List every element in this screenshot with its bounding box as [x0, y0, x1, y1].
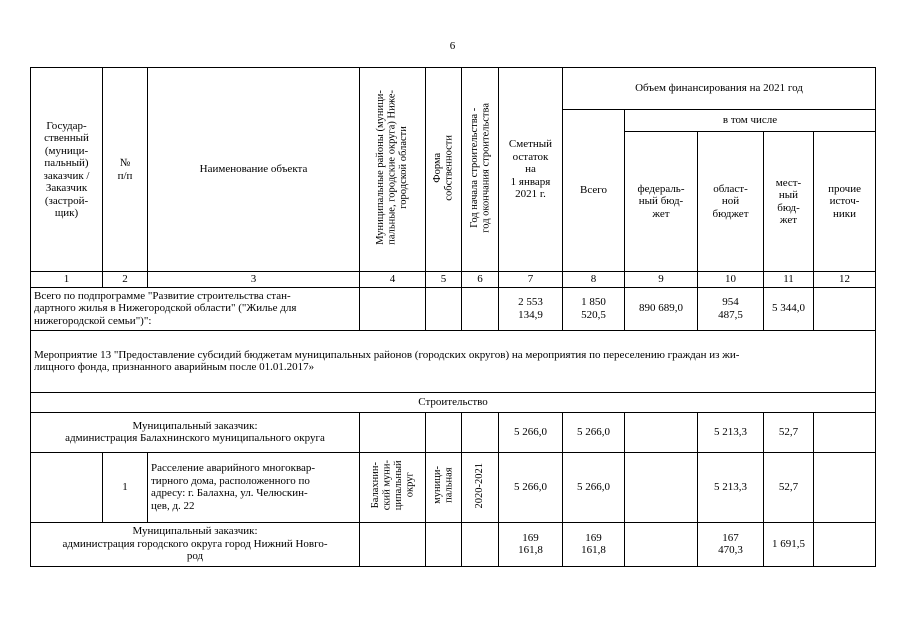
measure-title: Мероприятие 13 "Предоставление субсидий бюджетам муниципальных районов (городских округов) на мероприятия по переселению граждан из жи- лищного фонда, признанного аварийным после 01.01.2017»	[31, 330, 876, 392]
subprogram-district	[360, 287, 426, 330]
header-ownership	[426, 68, 462, 272]
customer-1-row	[31, 412, 876, 452]
col-num-12: 12	[814, 272, 876, 288]
col-num-11: 11	[764, 272, 814, 288]
customer-1-years	[462, 412, 499, 452]
header-districts-text: Муниципальные районы (муници- пальные, городские округа) Ниже- городской области	[375, 90, 410, 246]
customer-2-label: Муниципальный заказчик: администрация городского округа город Нижний Новго- род	[31, 522, 360, 566]
header-ownership-text: Форма собственности	[432, 134, 455, 201]
object-1-years-text: 2020-2021	[474, 462, 486, 508]
customer-2-district	[360, 522, 426, 566]
customer-1-label: Муниципальный заказчик: администрация Балахнинского муниципального округа	[31, 412, 360, 452]
header-row-1	[31, 68, 876, 110]
customer-1-regional: 5 213,3	[698, 412, 764, 452]
customer-2-row	[31, 522, 876, 566]
header-object-name: Наименование объекта	[148, 68, 360, 272]
col-num-10: 10	[698, 272, 764, 288]
header-customer: Государ- ственный (муници- пальный) заказчик / Заказчик (застрой- щик)	[31, 68, 103, 272]
object-1-other	[814, 452, 876, 522]
object-1-years	[462, 452, 499, 522]
object-1-regional: 5 213,3	[698, 452, 764, 522]
customer-2-local: 1 691,5	[764, 522, 814, 566]
subprogram-years	[462, 287, 499, 330]
header-total: Всего	[563, 110, 625, 272]
col-num-8: 8	[563, 272, 625, 288]
customer-1-local: 52,7	[764, 412, 814, 452]
subprogram-total-row	[31, 287, 876, 330]
object-1-total: 5 266,0	[563, 452, 625, 522]
customer-2-regional: 167 470,3	[698, 522, 764, 566]
object-1-row	[31, 452, 876, 522]
customer-1-other	[814, 412, 876, 452]
measure-row	[31, 330, 876, 392]
object-1-num: 1	[103, 452, 148, 522]
header-including: в том числе	[625, 110, 876, 132]
header-estimate: Сметный остаток на 1 января 2021 г.	[499, 68, 563, 272]
header-years-text: Год начала строительства - год окончания строительства	[468, 102, 491, 233]
header-num: № п/п	[103, 68, 148, 272]
col-num-2: 2	[103, 272, 148, 288]
customer-2-other	[814, 522, 876, 566]
customer-2-years	[462, 522, 499, 566]
col-num-3: 3	[148, 272, 360, 288]
object-1-ownership-text: муници- пальная	[432, 466, 455, 505]
object-1-federal	[625, 452, 698, 522]
header-federal: федераль- ный бюд- жет	[625, 132, 698, 272]
header-funding: Объем финансирования на 2021 год	[563, 68, 876, 110]
customer-1-estimate: 5 266,0	[499, 412, 563, 452]
object-1-local: 52,7	[764, 452, 814, 522]
subprogram-ownership	[426, 287, 462, 330]
header-local: мест- ный бюд- жет	[764, 132, 814, 272]
col-num-7: 7	[499, 272, 563, 288]
section-title: Строительство	[31, 392, 876, 412]
customer-1-district	[360, 412, 426, 452]
customer-2-federal	[625, 522, 698, 566]
object-1-district-text: Балахнин- ский муни- ципальный округ	[369, 460, 415, 511]
header-other: прочие источ- ники	[814, 132, 876, 272]
customer-2-total: 169 161,8	[563, 522, 625, 566]
subprogram-regional: 954 487,5	[698, 287, 764, 330]
subprogram-total-label: Всего по подпрограмме "Развитие строительства стан- дартного жилья в Нижегородской области" ("Жилье для нижегородской семьи")":	[31, 287, 360, 330]
object-1-customer	[31, 452, 103, 522]
col-num-4: 4	[360, 272, 426, 288]
subprogram-total: 1 850 520,5	[563, 287, 625, 330]
object-1-estimate: 5 266,0	[499, 452, 563, 522]
header-regional: област- ной бюджет	[698, 132, 764, 272]
customer-1-total: 5 266,0	[563, 412, 625, 452]
col-num-1: 1	[31, 272, 103, 288]
col-num-6: 6	[462, 272, 499, 288]
header-years	[462, 68, 499, 272]
subprogram-federal: 890 689,0	[625, 287, 698, 330]
subprogram-other	[814, 287, 876, 330]
col-num-9: 9	[625, 272, 698, 288]
object-1-name: Расселение аварийного многоквар- тирного дома, расположенного по адресу: г. Балахна, ул. Челюскин- цев, д. 22	[148, 452, 360, 522]
subprogram-estimate: 2 553 134,9	[499, 287, 563, 330]
customer-2-estimate: 169 161,8	[499, 522, 563, 566]
object-1-ownership	[426, 452, 462, 522]
financing-table	[30, 67, 876, 567]
object-1-district	[360, 452, 426, 522]
customer-1-ownership	[426, 412, 462, 452]
subprogram-local: 5 344,0	[764, 287, 814, 330]
customer-1-federal	[625, 412, 698, 452]
customer-2-ownership	[426, 522, 462, 566]
section-row	[31, 392, 876, 412]
column-numbers-row	[31, 272, 876, 288]
col-num-5: 5	[426, 272, 462, 288]
header-districts	[360, 68, 426, 272]
page-number: 6	[449, 40, 456, 52]
